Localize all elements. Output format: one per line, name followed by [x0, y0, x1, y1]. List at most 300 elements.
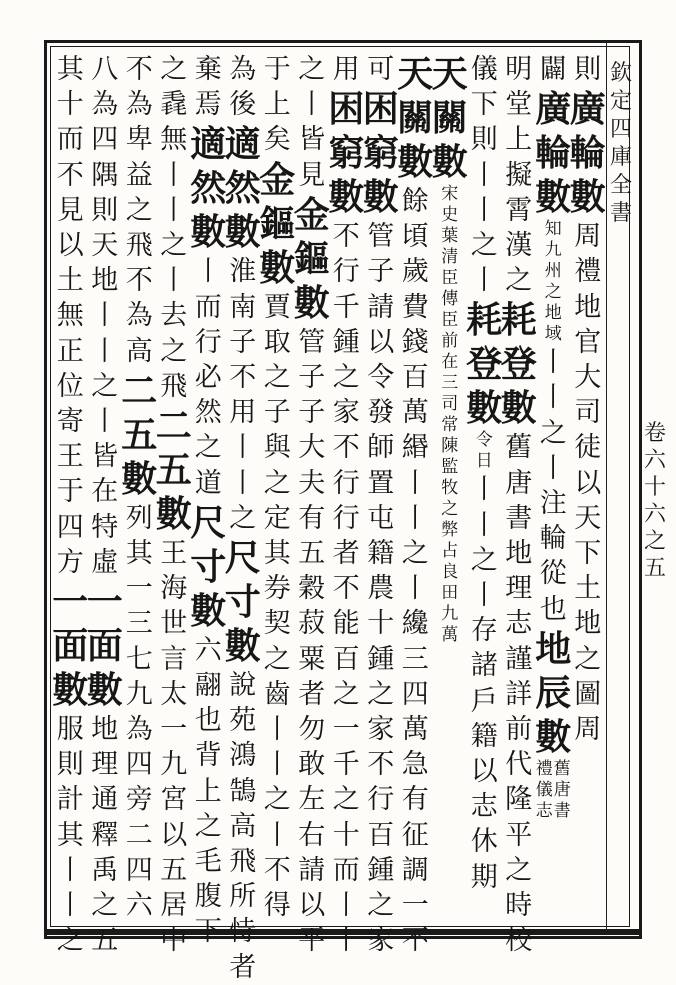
text-char: 棄 — [194, 54, 222, 85]
text-char: 以 — [367, 326, 395, 358]
text-char: 而 — [56, 124, 84, 156]
text-char: 之 — [505, 265, 533, 297]
heading-char: 關 — [431, 97, 468, 139]
heading-char: 二 — [155, 405, 192, 448]
text-char: 堂 — [505, 89, 533, 121]
note-char: 域 — [544, 324, 562, 345]
header-char: 六 — [643, 502, 666, 527]
text-char: 其 — [263, 538, 291, 570]
text-char: 以 — [470, 756, 498, 788]
text-char: 管 — [367, 221, 395, 253]
text-char: 不 — [263, 854, 291, 886]
text-char: 丨 — [539, 382, 567, 414]
text-char: 以 — [56, 230, 84, 262]
text-char: 飛 — [125, 230, 153, 262]
heading-char: 數 — [224, 211, 261, 254]
annotation-note — [476, 430, 493, 472]
entry-heading — [535, 627, 571, 715]
body-text — [333, 52, 360, 87]
note-char: 日 — [475, 451, 493, 472]
heading-char: 窮 — [362, 132, 399, 175]
text-char: 理 — [91, 749, 119, 781]
text-char: 書 — [505, 502, 533, 534]
body-text — [574, 219, 601, 747]
heading-char: 耗 — [500, 299, 537, 342]
text-char: 列 — [125, 502, 153, 534]
text-char: 前 — [505, 714, 533, 746]
note-char: 書 — [553, 800, 571, 821]
text-char: 調 — [401, 854, 429, 886]
text-char: 苑 — [229, 705, 257, 737]
entry-heading — [190, 122, 226, 254]
text-char: 丨 — [401, 502, 429, 534]
text-char: 五 — [91, 925, 119, 957]
text-char: 丨 — [160, 265, 188, 297]
text-char: 校 — [505, 925, 533, 957]
header-char: 六 — [643, 448, 666, 473]
text-char: 之 — [56, 925, 84, 957]
text-char: 計 — [56, 784, 84, 816]
text-char: 上 — [505, 124, 533, 156]
heading-char: 數 — [535, 176, 572, 219]
text-char: 為 — [125, 89, 153, 121]
text-char: 子 — [263, 397, 291, 429]
body-text — [91, 52, 118, 580]
header-char: 庫 — [609, 145, 632, 170]
text-char: 必 — [194, 362, 222, 394]
entry-heading — [466, 298, 502, 430]
text-char: 上 — [263, 89, 291, 121]
text-char: 之 — [125, 194, 153, 226]
body-text — [91, 712, 118, 958]
text-char: 見 — [298, 159, 326, 191]
text-char: 王 — [160, 538, 188, 570]
note-char: 田 — [441, 583, 459, 603]
text-char: 急 — [401, 749, 429, 781]
text-char: 丨 — [298, 89, 326, 121]
text-char: 霄 — [505, 194, 533, 226]
text-char: 子 — [298, 362, 326, 394]
text-char: 置 — [367, 467, 395, 499]
body-text — [229, 52, 256, 122]
text-char: 八 — [91, 54, 119, 85]
text-char: 子 — [367, 256, 395, 288]
note-char: 陳 — [441, 436, 459, 456]
text-char: 則 — [56, 749, 84, 781]
text-char: 也 — [539, 593, 567, 625]
text-char: 之 — [91, 890, 119, 922]
text-char: 上 — [194, 775, 222, 807]
text-char: 圖 — [574, 678, 602, 710]
heading-char: 登 — [466, 343, 503, 386]
text-char: 隅 — [91, 159, 119, 191]
text-char: 舊 — [505, 432, 533, 464]
text-char: 丨 — [470, 159, 498, 191]
text-char: 不 — [125, 54, 153, 85]
body-text — [195, 52, 222, 122]
text-char: 以 — [160, 819, 188, 851]
text-char: 定 — [263, 502, 291, 534]
text-char: 大 — [298, 432, 326, 464]
heading-char: 耗 — [466, 299, 503, 342]
text-char: 期 — [470, 861, 498, 893]
heading-char: 輪 — [535, 132, 572, 175]
header-char: 五 — [643, 556, 666, 581]
text-char: 之 — [332, 362, 360, 394]
note-char: 傳 — [441, 289, 459, 309]
entry-heading — [535, 87, 571, 219]
text-char: 一 — [160, 714, 188, 746]
note-char: 州 — [544, 261, 562, 282]
text-char: 見 — [56, 194, 84, 226]
entry-heading — [570, 87, 606, 219]
heading-char: 數 — [190, 589, 227, 632]
text-char: 官 — [574, 326, 602, 358]
text-char: 輪 — [539, 523, 567, 555]
text-column — [85, 52, 126, 957]
text-char: 丨 — [56, 890, 84, 922]
entry-heading — [397, 52, 433, 184]
entry-heading — [501, 298, 537, 430]
text-char: 之 — [263, 643, 291, 675]
header-char: 書 — [609, 201, 632, 226]
text-char: 管 — [298, 326, 326, 358]
text-char: 通 — [91, 784, 119, 816]
text-char: 不 — [229, 362, 257, 394]
text-char: 則 — [470, 124, 498, 156]
text-char: 注 — [539, 488, 567, 520]
text-char: 服 — [56, 714, 84, 746]
text-char: 之 — [263, 362, 291, 394]
text-char: 周 — [574, 714, 602, 746]
text-char: 不 — [332, 573, 360, 605]
text-char: 右 — [298, 819, 326, 851]
body-text — [57, 712, 84, 958]
text-column — [499, 52, 540, 957]
body-text — [264, 52, 291, 158]
note-char: 儀 — [535, 779, 553, 800]
body-text — [505, 52, 532, 298]
note-char: 占 — [441, 541, 459, 561]
text-char: 不 — [332, 221, 360, 253]
note-char: 地 — [544, 303, 562, 324]
heading-char: 廣 — [535, 88, 572, 131]
entry-heading — [259, 158, 295, 290]
heading-char: 辰 — [535, 671, 572, 714]
text-char: 隆 — [505, 784, 533, 816]
note-char: 臣 — [441, 268, 459, 288]
text-char: 詳 — [505, 678, 533, 710]
heading-char: 數 — [52, 669, 89, 712]
note-char: 禮 — [535, 758, 553, 779]
text-char: 歲 — [401, 256, 429, 288]
text-char: 背 — [194, 740, 222, 772]
body-text — [229, 254, 256, 536]
text-char: 地 — [91, 714, 119, 746]
text-char: 七 — [125, 643, 153, 675]
text-char: 毳 — [160, 89, 188, 121]
text-char: 之 — [160, 54, 188, 85]
text-char: 正 — [56, 335, 84, 367]
text-char: 鴻 — [229, 740, 257, 772]
text-char: 地 — [574, 291, 602, 323]
text-char: 百 — [367, 819, 395, 851]
text-char: 志 — [470, 791, 498, 823]
entry-heading — [87, 580, 123, 712]
text-char: 而 — [332, 854, 360, 886]
body-text — [333, 219, 360, 958]
text-char: 丨 — [332, 925, 360, 957]
text-char: 四 — [401, 678, 429, 710]
text-char: 下 — [470, 89, 498, 121]
text-char: 不 — [125, 265, 153, 297]
text-char: 宮 — [160, 784, 188, 816]
text-char: 三 — [401, 643, 429, 675]
text-char: 鍾 — [332, 326, 360, 358]
text-char: 去 — [160, 300, 188, 332]
text-char: 為 — [91, 89, 119, 121]
heading-char: 數 — [500, 387, 537, 430]
heading-char: 數 — [224, 625, 261, 668]
text-char: 用 — [229, 397, 257, 429]
text-char: 行 — [332, 502, 360, 534]
text-char: 之 — [539, 417, 567, 449]
note-char: 葉 — [441, 226, 459, 246]
text-char: 行 — [194, 326, 222, 358]
text-char: 纔 — [401, 608, 429, 640]
text-char: 之 — [505, 854, 533, 886]
text-char: 諸 — [470, 650, 498, 682]
text-char: 釋 — [91, 819, 119, 851]
text-char: 其 — [56, 54, 84, 85]
text-char: 為 — [125, 300, 153, 332]
text-char: 不 — [401, 925, 429, 957]
text-char: 丨 — [263, 819, 291, 851]
text-char: 有 — [298, 502, 326, 534]
note-char: 舊 — [553, 758, 571, 779]
text-char: 丨 — [229, 467, 257, 499]
text-column — [395, 52, 436, 957]
note-char: 弊 — [441, 520, 459, 540]
text-column — [223, 52, 264, 983]
body-text — [505, 430, 532, 958]
text-char: 穀 — [298, 573, 326, 605]
text-char: 特 — [91, 511, 119, 543]
text-char: 丨 — [470, 474, 498, 506]
text-char: 其 — [56, 819, 84, 851]
text-char: 之 — [574, 643, 602, 675]
text-char: 齒 — [263, 678, 291, 710]
text-char: 師 — [367, 432, 395, 464]
text-char: 則 — [574, 54, 602, 85]
text-char: 百 — [332, 643, 360, 675]
text-char: 從 — [539, 558, 567, 590]
text-char: 淮 — [229, 256, 257, 288]
text-char: 為 — [125, 714, 153, 746]
heading-char: 數 — [569, 176, 606, 219]
text-char: 家 — [367, 925, 395, 957]
text-char: 千 — [332, 291, 360, 323]
text-char: 丨 — [56, 854, 84, 886]
text-char: 二 — [125, 819, 153, 851]
text-char: 丨 — [91, 406, 119, 438]
text-char: 戶 — [470, 685, 498, 717]
body-text — [195, 254, 222, 500]
text-char: 之 — [470, 230, 498, 262]
text-char: 王 — [56, 441, 84, 473]
text-char: 儀 — [470, 54, 498, 85]
text-char: 賈 — [263, 291, 291, 323]
entry-heading — [121, 369, 157, 501]
note-char: 之 — [544, 282, 562, 303]
text-char: 代 — [505, 749, 533, 781]
body-text — [229, 668, 256, 985]
text-char: 地 — [574, 608, 602, 640]
heading-char: 二 — [121, 369, 158, 412]
text-char: 說 — [229, 670, 257, 702]
heading-char: 天 — [431, 53, 468, 95]
text-char: 後 — [229, 89, 257, 121]
heading-char: 一 — [86, 581, 123, 624]
text-char: 無 — [160, 124, 188, 156]
text-char: 子 — [298, 397, 326, 429]
text-char: 下 — [194, 916, 222, 948]
text-char: 能 — [332, 608, 360, 640]
heading-char: 然 — [224, 167, 261, 210]
text-char: 四 — [125, 749, 153, 781]
text-char: 丨 — [539, 347, 567, 379]
text-char: 百 — [401, 362, 429, 394]
heading-char: 數 — [328, 176, 365, 219]
text-char: 之 — [263, 784, 291, 816]
heading-char: 數 — [121, 457, 158, 500]
text-char: 券 — [263, 573, 291, 605]
text-char: 于 — [263, 54, 291, 85]
text-char: 然 — [194, 397, 222, 429]
heading-char: 窮 — [328, 132, 365, 175]
text-char: 之 — [91, 370, 119, 402]
text-char: 方 — [56, 546, 84, 578]
text-char: 旁 — [125, 784, 153, 816]
text-char: 之 — [470, 544, 498, 576]
text-char: 丨 — [194, 256, 222, 288]
entry-heading — [225, 122, 261, 254]
heading-char: 天 — [397, 53, 434, 95]
text-char: 丨 — [401, 467, 429, 499]
text-char: 萬 — [401, 714, 429, 746]
note-char: 在 — [441, 352, 459, 372]
text-char: 九 — [160, 749, 188, 781]
body-text — [471, 52, 498, 298]
annotation-note — [536, 759, 571, 822]
text-char: 于 — [56, 476, 84, 508]
text-char: 為 — [229, 54, 257, 85]
text-char: 之 — [367, 678, 395, 710]
text-char: 六 — [194, 634, 222, 666]
text-column — [533, 52, 574, 922]
entry-heading — [535, 715, 571, 759]
text-char: 皆 — [91, 441, 119, 473]
entry-heading — [294, 193, 330, 325]
text-char: 天 — [91, 230, 119, 262]
entry-heading — [363, 87, 399, 219]
text-char: 令 — [367, 362, 395, 394]
text-char: 丨 — [91, 335, 119, 367]
text-char: 言 — [160, 643, 188, 675]
text-char: 道 — [194, 467, 222, 499]
heading-char: 數 — [397, 141, 434, 183]
body-text — [264, 290, 291, 924]
text-char: 丨 — [229, 432, 257, 464]
text-char: 大 — [574, 362, 602, 394]
body-text — [298, 52, 325, 193]
text-char: 高 — [125, 335, 153, 367]
text-char: 家 — [332, 397, 360, 429]
text-char: 之 — [160, 230, 188, 262]
text-char: 一 — [332, 714, 360, 746]
text-char: 中 — [160, 925, 188, 957]
text-char: 之 — [229, 502, 257, 534]
text-char: 六 — [125, 890, 153, 922]
heading-char: 數 — [259, 246, 296, 289]
note-char: 良 — [441, 562, 459, 582]
text-char: 五 — [160, 854, 188, 886]
body-text — [471, 472, 498, 894]
text-char: 九 — [125, 678, 153, 710]
entry-heading — [225, 536, 261, 668]
text-char: 則 — [91, 194, 119, 226]
text-char: 行 — [332, 256, 360, 288]
note-char: 牧 — [441, 478, 459, 498]
header-title — [608, 60, 634, 228]
text-char: 土 — [56, 265, 84, 297]
note-line — [554, 759, 571, 822]
note-line — [441, 184, 458, 646]
text-char: 翮 — [194, 670, 222, 702]
text-column — [119, 52, 160, 922]
text-char: 飛 — [160, 370, 188, 402]
text-char: 鍾 — [367, 643, 395, 675]
text-char: 毛 — [194, 846, 222, 878]
note-line — [476, 430, 493, 472]
text-char: 下 — [574, 538, 602, 570]
header-char: 之 — [643, 529, 666, 554]
heading-char: 輪 — [569, 132, 606, 175]
text-char: 丨 — [470, 580, 498, 612]
text-char: 者 — [229, 951, 257, 983]
body-text — [126, 501, 153, 923]
text-char: 存 — [470, 615, 498, 647]
text-char: 緡 — [401, 432, 429, 464]
body-text — [540, 52, 567, 87]
text-char: 四 — [125, 854, 153, 886]
body-text — [367, 52, 394, 87]
note-char: 令 — [475, 430, 493, 451]
text-char: 之 — [194, 432, 222, 464]
header-char: 定 — [609, 89, 632, 114]
text-column — [257, 52, 298, 922]
text-char: 十 — [56, 89, 84, 121]
note-char: 史 — [441, 205, 459, 225]
text-column — [154, 52, 195, 957]
body-text — [160, 52, 187, 404]
text-char: 之 — [194, 810, 222, 842]
text-char: 司 — [574, 397, 602, 429]
text-char: 者 — [332, 538, 360, 570]
body-text — [126, 52, 153, 369]
text-char: 用 — [332, 54, 360, 85]
header-char: 十 — [643, 475, 666, 500]
